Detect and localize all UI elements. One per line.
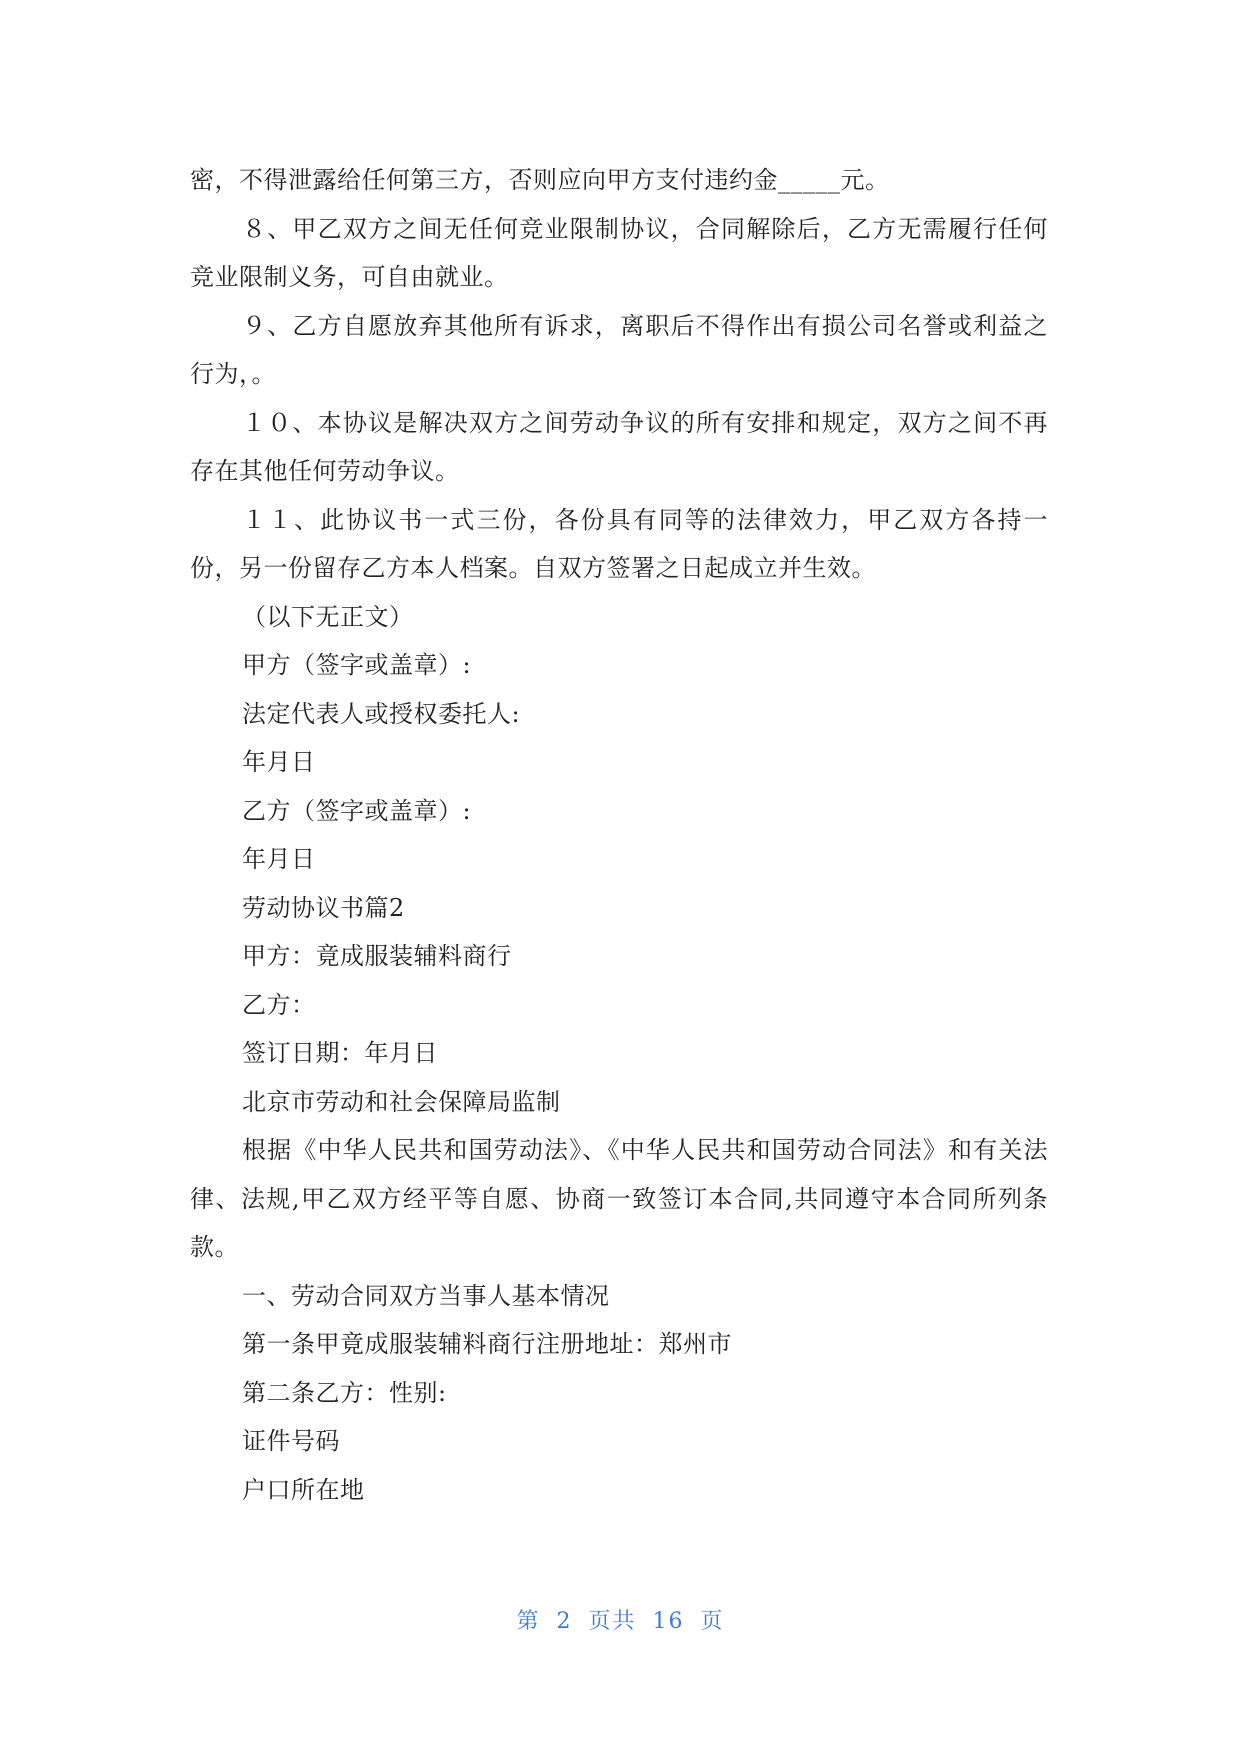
paragraph-clause-10: １０、本协议是解决双方之间劳动争议的所有安排和规定，双方之间不再存在其他任何劳动争议。: [190, 408, 1048, 485]
supervisor-line: 北京市劳动和社会保障局监制: [242, 1087, 561, 1116]
signing-date-line: 签订日期：年月日: [242, 1039, 438, 1067]
signature-party-b: 乙方（签字或盖章）:: [242, 796, 472, 825]
party-a-line: 甲方：竟成服装辅料商行: [242, 942, 512, 970]
signature-date-b: 年月日: [242, 845, 316, 873]
article-2: 第二条乙方：性别:: [242, 1378, 447, 1407]
party-b-line: 乙方：: [242, 990, 316, 1019]
signature-date-a: 年月日: [242, 748, 316, 776]
id-number-line: 证件号码: [242, 1427, 340, 1455]
footer-middle: 页共: [588, 1609, 637, 1634]
section-heading: 劳动协议书篇2: [242, 893, 405, 922]
paragraph-preamble: 根据《中华人民共和国劳动法》、《中华人民共和国劳动合同法》和有关法律、法规,甲乙双方经平等自愿、协商一致签订本合同,共同遵守本合同所列条款。: [190, 1136, 1048, 1261]
footer-current-page: 2: [556, 1609, 573, 1634]
paragraph-end-note: （以下无正文）: [242, 602, 414, 631]
paragraph-clause-11: １１、此协议书一式三份，各份具有同等的法律效力，甲乙双方各持一份，另一份留存乙方本人档案。自双方签署之日起成立并生效。: [190, 505, 1048, 582]
paragraph-clause-8: ８、甲乙双方之间无任何竞业限制协议，合同解除后，乙方无需履行任何竞业限制义务，可自由就业。: [190, 214, 1048, 291]
document-body: [190, 156, 1048, 1514]
page-footer: [0, 1604, 1241, 1635]
chapter-heading: 一、劳动合同双方当事人基本情况: [242, 1281, 610, 1310]
footer-total-pages: 16: [652, 1609, 685, 1634]
footer-suffix: 页: [700, 1609, 725, 1634]
household-registration-line: 户口所在地: [242, 1475, 365, 1504]
signature-representative: 法定代表人或授权委托人:: [242, 699, 521, 728]
paragraph-continuation: 密，不得泄露给任何第三方，否则应向甲方支付违约金_____元。: [190, 166, 890, 194]
signature-party-a: 甲方（签字或盖章）:: [242, 651, 472, 679]
footer-prefix: 第: [516, 1609, 541, 1634]
paragraph-clause-9: ９、乙方自愿放弃其他所有诉求，离职后不得作出有损公司名誉或利益之行为，。: [190, 311, 1048, 388]
article-1: 第一条甲竟成服装辅料商行注册地址：郑州市: [242, 1330, 732, 1358]
